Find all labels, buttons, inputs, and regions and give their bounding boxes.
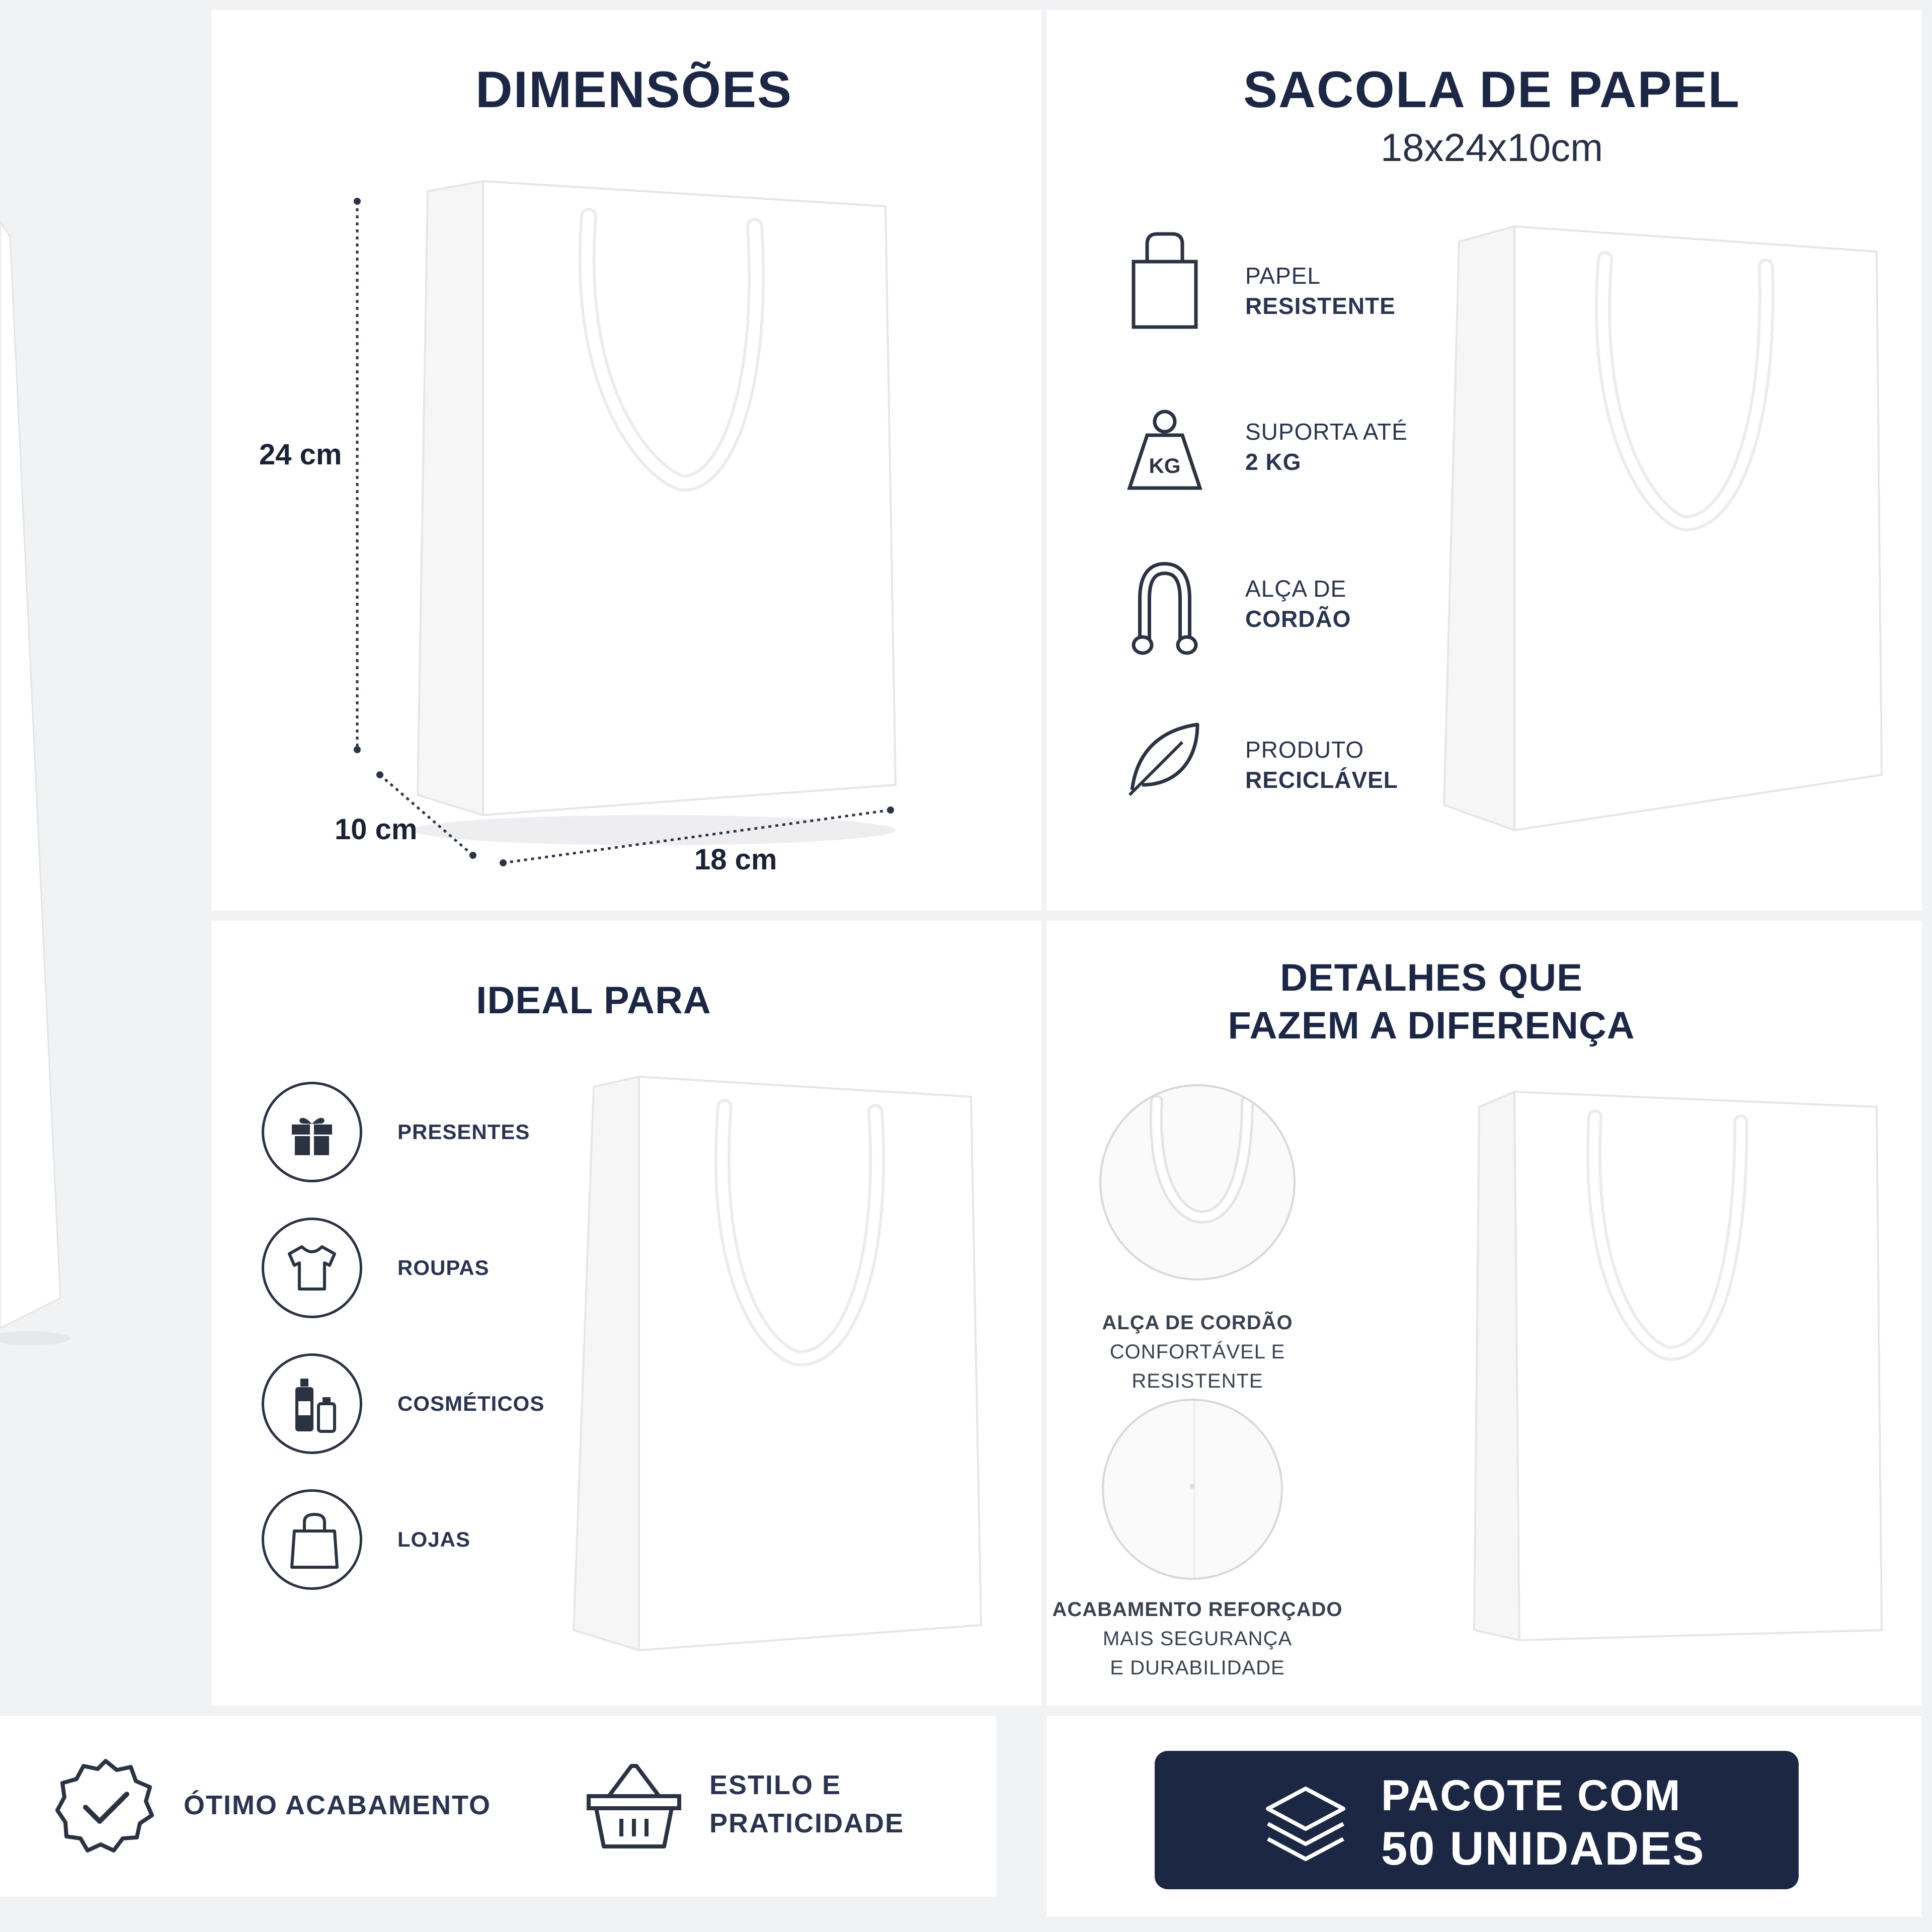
caption-line2: CONFORTÁVEL E RESISTENTE <box>1109 1341 1285 1392</box>
gift-icon <box>287 1107 337 1157</box>
width-label: 18 cm <box>694 843 777 876</box>
bag-image <box>1459 1087 1902 1650</box>
shopping-bag-icon-circle <box>262 1489 362 1590</box>
feature-line1: SUPORTA ATÉ <box>1245 419 1408 445</box>
cord-zoom-image <box>1101 1086 1296 1280</box>
pack-line2: 50 UNIDADES <box>1381 1822 1705 1875</box>
ideal-title: IDEAL PARA <box>476 979 711 1022</box>
product-title: SACOLA DE PAPEL <box>1243 61 1740 118</box>
finish-zoom-image <box>1104 1401 1283 1580</box>
feature-line1: ALÇA DE <box>1245 576 1347 602</box>
bottom-right-panel <box>1046 1716 1922 1917</box>
feature-line2: RESISTENTE <box>1245 293 1396 319</box>
ideal-label-clothes: ROUPAS <box>397 1256 490 1279</box>
left-bag-fragment <box>0 191 70 1348</box>
finish-label: ÓTIMO ACABAMENTO <box>184 1790 491 1820</box>
bag-image <box>1439 211 1902 855</box>
shopping-bag-icon <box>287 1512 342 1572</box>
style-label <box>709 1766 904 1842</box>
dimensions-title: DIMENSÕES <box>475 61 793 118</box>
details-panel <box>1046 921 1922 1706</box>
details-title-line1: DETALHES QUE <box>1280 956 1583 999</box>
style-line2: PRATICIDADE <box>709 1808 905 1838</box>
detail-finish-zoom <box>1102 1399 1283 1580</box>
feature-recyclable <box>1245 735 1398 795</box>
feature-line1: PAPEL <box>1245 263 1321 289</box>
feature-line1: PRODUTO <box>1245 737 1364 763</box>
product-subtitle: 18x24x10cm <box>1380 125 1603 170</box>
detail-cord-zoom <box>1099 1084 1296 1280</box>
leaf-icon <box>1122 714 1208 800</box>
caption-line1: ALÇA DE CORDÃO <box>1102 1312 1293 1334</box>
ideal-label-gifts: PRESENTES <box>397 1120 530 1144</box>
dimensions-panel <box>211 10 1041 911</box>
gift-icon-circle <box>262 1082 362 1182</box>
detail-finish-caption <box>1046 1595 1348 1682</box>
pack-quantity-badge <box>1155 1751 1799 1889</box>
details-title-line2: FAZEM A DIFERENÇA <box>1228 1004 1635 1047</box>
check-badge-icon <box>55 1756 156 1857</box>
pack-line1: PACOTE COM <box>1381 1772 1681 1820</box>
ideal-label-stores: LOJAS <box>397 1527 471 1551</box>
weight-kg-icon <box>1122 403 1208 493</box>
feature-line2: RECICLÁVEL <box>1245 767 1398 793</box>
feature-strong-paper <box>1245 261 1396 321</box>
depth-label: 10 cm <box>335 813 418 846</box>
ideal-panel <box>211 921 1041 1706</box>
height-label: 24 cm <box>259 438 342 471</box>
product-panel <box>1046 10 1922 911</box>
ideal-label-cosmetics: COSMÉTICOS <box>397 1392 545 1415</box>
caption-line1: ACABAMENTO REFORÇADO <box>1052 1598 1343 1621</box>
detail-cord-caption <box>1046 1308 1348 1396</box>
bottom-left-panel <box>0 1716 996 1897</box>
bag-icon <box>1124 231 1205 332</box>
weight-kg-text: KG <box>1149 454 1181 477</box>
cord-handle-icon <box>1124 558 1205 659</box>
feature-supports-weight <box>1245 417 1408 477</box>
style-line1: ESTILO E <box>709 1770 842 1800</box>
feature-cord-handle <box>1245 574 1351 634</box>
cosmetics-icon-circle <box>262 1353 362 1454</box>
tshirt-icon <box>284 1243 340 1293</box>
tshirt-icon-circle <box>262 1218 362 1318</box>
dimension-lines <box>342 181 1127 906</box>
feature-line2: CORDÃO <box>1245 606 1351 632</box>
feature-line2: 2 KG <box>1245 449 1302 475</box>
bag-image <box>564 1072 1006 1665</box>
cosmetics-icon <box>289 1376 340 1436</box>
caption-line2: MAIS SEGURANÇA <box>1102 1628 1293 1650</box>
caption-line3: E DURABILIDADE <box>1110 1657 1285 1679</box>
basket-icon <box>584 1756 684 1857</box>
layers-icon <box>1263 1781 1348 1867</box>
